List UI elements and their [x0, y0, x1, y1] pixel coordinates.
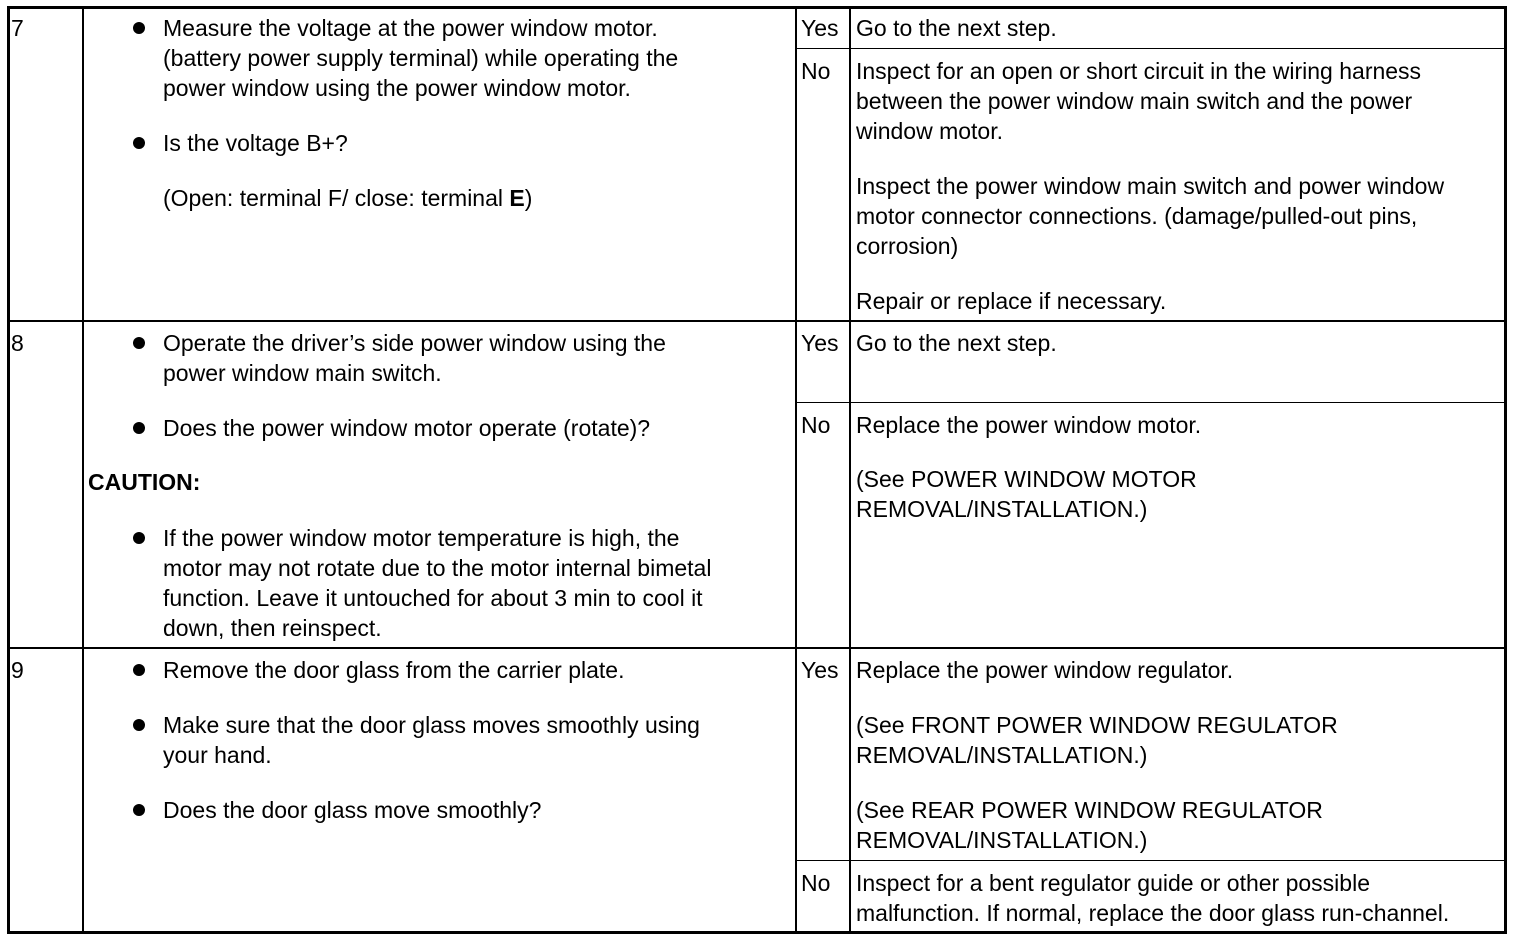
caution-text: function. Leave it untouched for about 3 min to cool it [163, 585, 703, 611]
result-divider [795, 48, 1507, 49]
bullet-icon [133, 337, 145, 349]
row-divider [7, 320, 1507, 322]
result-action: REMOVAL/INSTALLATION.) [856, 742, 1148, 768]
bullet-icon [133, 532, 145, 544]
result-action: (See POWER WINDOW MOTOR [856, 466, 1197, 492]
caution-text: down, then reinspect. [163, 615, 382, 641]
result-label-no: No [801, 412, 831, 438]
result-label-yes: Yes [801, 15, 839, 41]
result-action: Inspect the power window main switch and power window [856, 173, 1445, 199]
bullet-icon [133, 22, 145, 34]
bullet-icon [133, 804, 145, 816]
result-label-no: No [801, 58, 831, 84]
bullet-icon [133, 137, 145, 149]
inspection-text: Does the door glass move smoothly? [163, 797, 542, 823]
result-label-yes: Yes [801, 657, 839, 683]
result-action: window motor. [856, 118, 1004, 144]
result-action: REMOVAL/INSTALLATION.) [856, 827, 1148, 853]
bullet-icon [133, 422, 145, 434]
bullet-icon [133, 664, 145, 676]
column-divider [849, 6, 851, 934]
inspection-text: power window using the power window motor. [163, 75, 631, 101]
result-action: Replace the power window regulator. [856, 657, 1234, 683]
step-number: 8 [11, 330, 24, 356]
inspection-text: your hand. [163, 742, 272, 768]
result-action: Replace the power window motor. [856, 412, 1202, 438]
inspection-text: (battery power supply terminal) while operating the [163, 45, 679, 71]
terminal-note: (Open: terminal F/ close: terminal E) [163, 185, 533, 211]
inspection-text: Measure the voltage at the power window motor. [163, 15, 658, 41]
result-action: corrosion) [856, 233, 959, 259]
row-divider [7, 647, 1507, 649]
result-action: Go to the next step. [856, 330, 1057, 356]
result-action: (See REAR POWER WINDOW REGULATOR [856, 797, 1323, 823]
caution-text: motor may not rotate due to the motor internal bimetal [163, 555, 712, 581]
column-divider [82, 6, 84, 934]
result-action: (See FRONT POWER WINDOW REGULATOR [856, 712, 1338, 738]
inspection-text: Make sure that the door glass moves smoothly using [163, 712, 700, 738]
result-action: Inspect for an open or short circuit in the wiring harness [856, 58, 1422, 84]
step-number: 9 [11, 657, 24, 683]
step-number: 7 [11, 15, 24, 41]
result-action: malfunction. If normal, replace the door glass run-channel. [856, 900, 1450, 926]
result-action: Inspect for a bent regulator guide or other possible [856, 870, 1370, 896]
result-label-no: No [801, 870, 831, 896]
result-action: Go to the next step. [856, 15, 1057, 41]
column-divider [795, 6, 797, 934]
result-label-yes: Yes [801, 330, 839, 356]
result-divider [795, 402, 1507, 403]
inspection-text: power window main switch. [163, 360, 442, 386]
caution-text: If the power window motor temperature is high, the [163, 525, 680, 551]
result-divider [795, 860, 1507, 861]
inspection-text: Is the voltage B+? [163, 130, 348, 156]
result-action: REMOVAL/INSTALLATION.) [856, 496, 1148, 522]
inspection-text: Operate the driver’s side power window using the [163, 330, 666, 356]
result-action: between the power window main switch and the power [856, 88, 1413, 114]
result-action: Repair or replace if necessary. [856, 288, 1167, 314]
inspection-text: Remove the door glass from the carrier plate. [163, 657, 625, 683]
bullet-icon [133, 719, 145, 731]
result-action: motor connector connections. (damage/pulled-out pins, [856, 203, 1418, 229]
caution-label: CAUTION: [88, 469, 201, 495]
inspection-text: Does the power window motor operate (rotate)? [163, 415, 651, 441]
